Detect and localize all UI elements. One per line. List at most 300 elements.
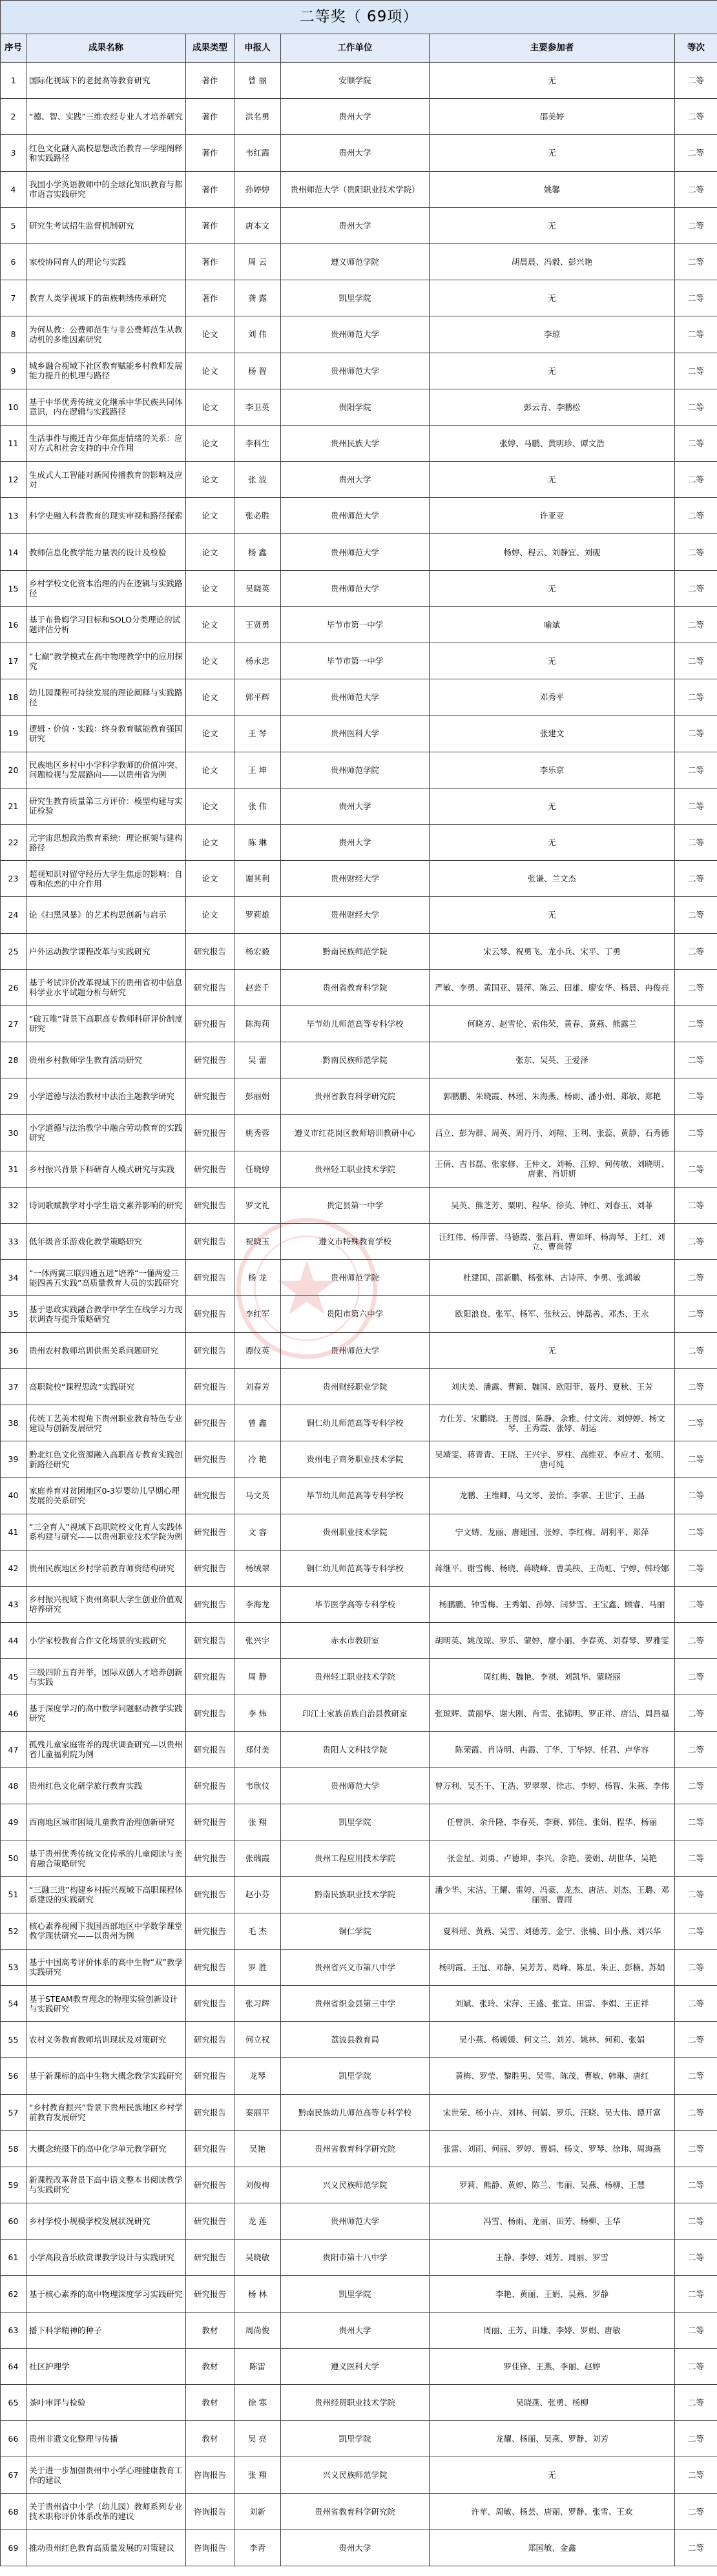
- cell-no: 67: [1, 2457, 26, 2493]
- cell-applicant: 李红军: [234, 1296, 281, 1332]
- table-row: [1, 99, 717, 135]
- cell-applicant: 郑付美: [234, 1731, 281, 1767]
- table-row: [1, 570, 717, 606]
- cell-no: 5: [1, 207, 26, 243]
- cell-no: 53: [1, 1949, 26, 1985]
- cell-unit: 赤水市教研室: [281, 1623, 430, 1659]
- cell-applicant: 王 琴: [234, 716, 281, 752]
- cell-unit: 凯里学院: [281, 2058, 430, 2094]
- cell-type: 研究报告: [186, 2203, 234, 2240]
- cell-unit: 毕节市第一中学: [281, 643, 430, 679]
- cell-no: 15: [1, 570, 26, 606]
- cell-unit: 贵州师范大学: [281, 498, 430, 534]
- cell-unit: 贵州大学: [281, 135, 430, 171]
- table-row: [1, 316, 717, 353]
- cell-name: 乡村学校文化资本治理的内在逻辑与实践路径: [26, 570, 186, 606]
- cell-no: 49: [1, 1804, 26, 1840]
- cell-type: 论文: [186, 316, 234, 353]
- cell-unit: 贵州大学: [281, 2312, 430, 2348]
- cell-applicant: 李科生: [234, 425, 281, 461]
- cell-participants: 杨婷、程云、刘静宜、刘砚: [430, 534, 675, 570]
- cell-participants: 王倩、吉书磊、张家修、王仲文、刘畅、江婷、何传敏、刘晓明、唐素、肖妍妍: [430, 1151, 675, 1187]
- cell-grade: 二等: [675, 1042, 717, 1078]
- table-row: [1, 1913, 717, 1949]
- cell-no: 8: [1, 316, 26, 353]
- cell-no: 65: [1, 2385, 26, 2421]
- cell-applicant: 秦丽平: [234, 2094, 281, 2130]
- cell-type: 研究报告: [186, 969, 234, 1005]
- cell-name: 基于新课标的高中生物大概念教学实践研究: [26, 2058, 186, 2094]
- cell-name: 基于思政实践融合教学中学生在线学习力现状调查与提升策略研究: [26, 1296, 186, 1332]
- cell-grade: 二等: [675, 1332, 717, 1368]
- cell-grade: 二等: [675, 643, 717, 679]
- cell-name: 国际化视域下的老挝高等教育研究: [26, 63, 186, 99]
- cell-applicant: 杨宏毅: [234, 933, 281, 969]
- table-row: [1, 2493, 717, 2530]
- cell-grade: 二等: [675, 243, 717, 280]
- cell-no: 18: [1, 679, 26, 716]
- cell-grade: 二等: [675, 63, 717, 99]
- cell-grade: 二等: [675, 1949, 717, 1985]
- cell-applicant: 刘俊梅: [234, 2167, 281, 2203]
- cell-no: 26: [1, 969, 26, 1005]
- cell-applicant: 赵小芬: [234, 1877, 281, 1913]
- cell-unit: 凯里学院: [281, 2421, 430, 2457]
- cell-type: 论文: [186, 824, 234, 860]
- cell-applicant: 徐 寒: [234, 2385, 281, 2421]
- cell-type: 论文: [186, 679, 234, 716]
- cell-no: 63: [1, 2312, 26, 2348]
- cell-type: 研究报告: [186, 1078, 234, 1115]
- table-row: [1, 1767, 717, 1804]
- cell-participants: 李琼: [430, 316, 675, 353]
- table-row: [1, 1115, 717, 1151]
- cell-participants: 张建文: [430, 716, 675, 752]
- cell-applicant: 郭平辉: [234, 679, 281, 716]
- cell-type: 研究报告: [186, 1877, 234, 1913]
- cell-type: 研究报告: [186, 1985, 234, 2021]
- cell-no: 13: [1, 498, 26, 534]
- cell-name: 逻辑・价值・实践：终身教育赋能教育强国研究: [26, 716, 186, 752]
- cell-applicant: 李青: [234, 2530, 281, 2566]
- cell-participants: 李乐京: [430, 752, 675, 788]
- cell-name: 城乡融合视域下社区教育赋能乡村教师发展能力提升的机理与路径: [26, 353, 186, 389]
- cell-name: 低年级音乐游戏化教学策略研究: [26, 1224, 186, 1260]
- cell-applicant: 唐本文: [234, 207, 281, 243]
- cell-name: 乡村学校小规模学校发展状况研究: [26, 2203, 186, 2240]
- cell-no: 19: [1, 716, 26, 752]
- cell-name: 超视知识对留守经历大学生焦虑的影响：自尊和依恋的中介作用: [26, 861, 186, 897]
- cell-type: 论文: [186, 498, 234, 534]
- cell-participants: 杨明霞、王冠、邓静、吴芳芳、葛峰、陈星、朱正、彭楠、苏娟: [430, 1949, 675, 1985]
- cell-name: 贵州红色文化研学旅行教育实践: [26, 1767, 186, 1804]
- cell-participants: 杜建国、邵新鹏、杨张林、古诗萍、李勇、张鸿敏: [430, 1260, 675, 1296]
- cell-grade: 二等: [675, 2167, 717, 2203]
- cell-applicant: 龚 露: [234, 280, 281, 316]
- cell-unit: 黔南民族师范学院: [281, 933, 430, 969]
- table-row: [1, 2348, 717, 2384]
- cell-name: 幼儿园课程可持续发展的理论阐释与实践路径: [26, 679, 186, 716]
- cell-unit: 贵州财经大学: [281, 861, 430, 897]
- cell-unit: 贵州师范大学: [281, 316, 430, 353]
- cell-participants: 无: [430, 570, 675, 606]
- cell-grade: 二等: [675, 1913, 717, 1949]
- cell-unit: 贵州大学: [281, 788, 430, 824]
- cell-grade: 二等: [675, 1005, 717, 1042]
- cell-type: 研究报告: [186, 1405, 234, 1441]
- cell-name: 基于中华优秀传统文化继承中华民族共同体意识，内在逻辑与实践路径: [26, 389, 186, 425]
- cell-participants: 无: [430, 135, 675, 171]
- table-row: [1, 1405, 717, 1441]
- cell-type: 研究报告: [186, 1659, 234, 1695]
- cell-unit: 贵州师范大学: [281, 1767, 430, 1804]
- cell-applicant: 曾 丽: [234, 63, 281, 99]
- cell-name: 茶叶审评与检验: [26, 2385, 186, 2421]
- cell-no: 37: [1, 1368, 26, 1405]
- cell-name: 大概念统摄下的高中化学单元教学研究: [26, 2130, 186, 2167]
- table-row: [1, 1586, 717, 1622]
- cell-grade: 二等: [675, 2530, 717, 2566]
- table-row: [1, 2457, 717, 2493]
- cell-applicant: 杨 智: [234, 353, 281, 389]
- cell-applicant: 李 炜: [234, 1695, 281, 1731]
- cell-type: 研究报告: [186, 1804, 234, 1840]
- table-row: [1, 861, 717, 897]
- cell-no: 66: [1, 2421, 26, 2457]
- cell-grade: 二等: [675, 1151, 717, 1187]
- cell-grade: 二等: [675, 1260, 717, 1296]
- cell-applicant: 罗 胜: [234, 1949, 281, 1985]
- cell-grade: 二等: [675, 2022, 717, 2058]
- cell-name: 关于进一步加强贵州中小学心理健康教育工作的建议: [26, 2457, 186, 2493]
- cell-type: 研究报告: [186, 1623, 234, 1659]
- cell-unit: 贵州轻工职业技术学院: [281, 1659, 430, 1695]
- table-row: [1, 1840, 717, 1877]
- cell-no: 12: [1, 462, 26, 498]
- cell-no: 27: [1, 1005, 26, 1042]
- cell-no: 47: [1, 1731, 26, 1767]
- cell-name: 我国小学英语教师中的全球化知识教育与都市语言实践研究: [26, 171, 186, 207]
- cell-applicant: 杨绒翠: [234, 1550, 281, 1586]
- cell-no: 51: [1, 1877, 26, 1913]
- cell-name: 西南地区城市困境儿童教育治理创新研究: [26, 1804, 186, 1840]
- cell-grade: 二等: [675, 824, 717, 860]
- cell-name: 基于贵州优秀传统文化传承的儿童阅读与美育融合策略研究: [26, 1840, 186, 1877]
- cell-participants: 胡明英、姚茂琼、罗乐、蒙婷、廖小丽、李春英、刘春琴、罗雅雯: [430, 1623, 675, 1659]
- cell-unit: 毕节幼儿师范高等专科学校: [281, 1005, 430, 1042]
- cell-unit: 贵州大学: [281, 462, 430, 498]
- cell-participants: 张婷、马鹏、黄明珍、谭文浩: [430, 425, 675, 461]
- cell-applicant: 文 容: [234, 1514, 281, 1550]
- cell-grade: 二等: [675, 716, 717, 752]
- cell-unit: 遵义医科大学: [281, 2348, 430, 2384]
- table-row: [1, 2385, 717, 2421]
- cell-unit: 贵州省教育科学研究院: [281, 1078, 430, 1115]
- table-row: [1, 969, 717, 1005]
- cell-type: 研究报告: [186, 1695, 234, 1731]
- cell-applicant: 张 翔: [234, 2457, 281, 2493]
- cell-no: 38: [1, 1405, 26, 1441]
- cell-type: 论文: [186, 534, 234, 570]
- cell-applicant: 周 云: [234, 243, 281, 280]
- cell-unit: 贵州大学: [281, 824, 430, 860]
- table-row: [1, 1224, 717, 1260]
- cell-type: 研究报告: [186, 2276, 234, 2312]
- cell-unit: 贵州师范大学: [281, 679, 430, 716]
- table-row: [1, 1985, 717, 2021]
- cell-no: 20: [1, 752, 26, 788]
- cell-applicant: 冷 艳: [234, 1441, 281, 1478]
- cell-applicant: 张必胜: [234, 498, 281, 534]
- cell-participants: 蒋继平、谢雪梅、杨晓、蒋晓峰、曹美秧、王尚虹、宁婷、韩玲娜: [430, 1550, 675, 1586]
- table-row: [1, 63, 717, 99]
- cell-grade: 二等: [675, 1514, 717, 1550]
- cell-no: 43: [1, 1586, 26, 1622]
- cell-applicant: 杨 龙: [234, 1260, 281, 1296]
- cell-no: 41: [1, 1514, 26, 1550]
- cell-participants: 吴英、熊芝芳、粟明、程华、徐英、钟红、刘春玉、刘菲: [430, 1187, 675, 1223]
- cell-type: 论文: [186, 606, 234, 643]
- table-row: [1, 1441, 717, 1478]
- cell-type: 论文: [186, 425, 234, 461]
- cell-applicant: 周 静: [234, 1659, 281, 1695]
- cell-type: 著作: [186, 280, 234, 316]
- cell-participants: 许亚亚: [430, 498, 675, 534]
- cell-unit: 贵州职业技术学院: [281, 1514, 430, 1550]
- table-row: [1, 1659, 717, 1695]
- table-row: [1, 2203, 717, 2240]
- cell-participants: 罗莉、熊静、黄婷、陈兰、韦丽、吴燕、杨柳、王慧: [430, 2167, 675, 2203]
- cell-applicant: 罗莉雄: [234, 897, 281, 933]
- cell-type: 研究报告: [186, 1913, 234, 1949]
- cell-no: 10: [1, 389, 26, 425]
- cell-unit: 贵州大学: [281, 99, 430, 135]
- cell-participants: 任曾洪、余升隆、李春英、李赛、郭佳、张娟、程华、杨丽: [430, 1804, 675, 1840]
- cell-applicant: 张 波: [234, 462, 281, 498]
- cell-unit: 遵义市红花岗区教师培训教研中心: [281, 1115, 430, 1151]
- cell-no: 7: [1, 280, 26, 316]
- cell-type: 教材: [186, 2421, 234, 2457]
- cell-participants: 郑国敏、金鑫: [430, 2530, 675, 2566]
- cell-name: 贵州乡村教师学生教育活动研究: [26, 1042, 186, 1078]
- cell-applicant: 李海龙: [234, 1586, 281, 1622]
- cell-name: 元宇宙思想政治教育系统：理论框架与建构路径: [26, 824, 186, 860]
- cell-name: 红色文化融入高校思想政治教育—学理阐释和实践路径: [26, 135, 186, 171]
- cell-name: 科学史融入科普教育的现实审视和路径探索: [26, 498, 186, 534]
- cell-applicant: 罗文礼: [234, 1187, 281, 1223]
- cell-applicant: 张 伟: [234, 788, 281, 824]
- cell-grade: 二等: [675, 389, 717, 425]
- cell-participants: 张谦、兰文杰: [430, 861, 675, 897]
- cell-applicant: 吴 亮: [234, 2421, 281, 2457]
- cell-grade: 二等: [675, 1731, 717, 1767]
- cell-no: 14: [1, 534, 26, 570]
- table-row: [1, 2312, 717, 2348]
- cell-participants: 方仕芳、宋鹏晓、王善园、陈静、余雅、付文涛、刘婷婷、杨文琴、王秀霞、张婷、胡运: [430, 1405, 675, 1441]
- cell-unit: 贵阳学院: [281, 389, 430, 425]
- cell-type: 研究报告: [186, 933, 234, 969]
- cell-unit: 贵州大学: [281, 207, 430, 243]
- cell-applicant: 洪名勇: [234, 99, 281, 135]
- cell-grade: 二等: [675, 2094, 717, 2130]
- cell-participants: 欧阳浪良、张军、杨军、张秋云、钟磊善、邓杰、王永: [430, 1296, 675, 1332]
- cell-participants: 张琼辉、黄丽华、谢大刚、肖雪、张锦明、罗正祥、唐洁、周昌福: [430, 1695, 675, 1731]
- cell-unit: 贵州大学: [281, 2530, 430, 2566]
- cell-applicant: 王 坤: [234, 752, 281, 788]
- cell-participants: 何晓芳、赵雪伦、索伟荣、黄春、黄燕、熊露兰: [430, 1005, 675, 1042]
- cell-no: 21: [1, 788, 26, 824]
- table-row: [1, 2240, 717, 2276]
- cell-participants: 龙耀、杨丽、吴燕、罗静、刘芳: [430, 2421, 675, 2457]
- cell-grade: 二等: [675, 1804, 717, 1840]
- table-row: [1, 1478, 717, 1514]
- cell-no: 40: [1, 1478, 26, 1514]
- cell-no: 22: [1, 824, 26, 860]
- page-title: 二等奖（ 69项）: [1, 1, 717, 34]
- cell-name: 孤残儿童家庭寄养的现状调查研究—以贵州省儿童福利院为例: [26, 1731, 186, 1767]
- cell-grade: 二等: [675, 534, 717, 570]
- cell-no: 31: [1, 1151, 26, 1187]
- cell-participants: 宋世荣、杨小卉、刘林、何娟、罗乐、汪晓、吴大伟、谭开富: [430, 2094, 675, 2130]
- cell-no: 50: [1, 1840, 26, 1877]
- cell-grade: 二等: [675, 353, 717, 389]
- table-row: [1, 1804, 717, 1840]
- cell-grade: 二等: [675, 2203, 717, 2240]
- cell-name: 诗词歌赋教学对小学生语文素养影响的研究: [26, 1187, 186, 1223]
- cell-participants: 无: [430, 788, 675, 824]
- cell-name: 小学道德与法治教学中融合劳动教育的实践研究: [26, 1115, 186, 1151]
- cell-type: 研究报告: [186, 1115, 234, 1151]
- cell-participants: 宁文婧、龙丽、唐建国、张婷、李红梅、胡利平、郑萍: [430, 1514, 675, 1550]
- cell-applicant: 周尚俊: [234, 2312, 281, 2348]
- table-row: [1, 1877, 717, 1913]
- table-row: [1, 1623, 717, 1659]
- cell-participants: 无: [430, 353, 675, 389]
- cell-participants: 彭云青、李鹏松: [430, 389, 675, 425]
- table-row: [1, 1332, 717, 1368]
- cell-applicant: 吴晓敏: [234, 2240, 281, 2276]
- cell-participants: 吴晓燕、张勇、杨柳: [430, 2385, 675, 2421]
- cell-name: 基于核心素养的高中物理深度学习实践研究: [26, 2276, 186, 2312]
- cell-applicant: 龙琴: [234, 2058, 281, 2094]
- cell-grade: 二等: [675, 1623, 717, 1659]
- cell-type: 研究报告: [186, 2130, 234, 2167]
- cell-applicant: 杨永忠: [234, 643, 281, 679]
- cell-unit: 贵州师范大学: [281, 570, 430, 606]
- table-row: [1, 1151, 717, 1187]
- table-row: [1, 788, 717, 824]
- cell-name: 研究生教育质量第三方评价：模型构建与实证检验: [26, 788, 186, 824]
- cell-participants: 张东、吴英、王爱泽: [430, 1042, 675, 1078]
- cell-participants: 罗佳锋、王燕、李丽、赵婷: [430, 2348, 675, 2384]
- cell-unit: 黔南民族幼儿师范高等专科学校: [281, 2094, 430, 2130]
- cell-grade: 二等: [675, 316, 717, 353]
- cell-participants: 张金星、刘勇、卢德坤、李兴、余艳、姜娟、胡世华、吴艳: [430, 1840, 675, 1877]
- table-row: [1, 534, 717, 570]
- cell-participants: 汪红伟、杨萍蕾、马德霞、张昌莉、曹如坪、杨海琴、王红、刘立、曹尚蓉: [430, 1224, 675, 1260]
- cell-name: 小学家校教育合作文化场景的实践研究: [26, 1623, 186, 1659]
- cell-participants: 无: [430, 824, 675, 860]
- cell-name: 传统工艺美术视角下贵州职业教育特色专业建设与创新发展研究: [26, 1405, 186, 1441]
- table-row: [1, 2130, 717, 2167]
- cell-applicant: 韦红霞: [234, 135, 281, 171]
- table-row: [1, 280, 717, 316]
- cell-name: 基于布鲁姆学习目标和SOLO分类理论的试题评估分析: [26, 606, 186, 643]
- cell-unit: 荔波县教育局: [281, 2022, 430, 2058]
- cell-grade: 二等: [675, 1115, 717, 1151]
- cell-type: 研究报告: [186, 1224, 234, 1260]
- cell-grade: 二等: [675, 933, 717, 969]
- cell-unit: 安顺学院: [281, 63, 430, 99]
- cell-name: 高职院校“课程思政”实践研究: [26, 1368, 186, 1405]
- table-row: [1, 606, 717, 643]
- cell-unit: 铜仁幼儿师范高等专科学校: [281, 1550, 430, 1586]
- cell-grade: 二等: [675, 1877, 717, 1913]
- column-header-grade: 等次: [675, 34, 717, 63]
- cell-type: 研究报告: [186, 1042, 234, 1078]
- cell-applicant: 张 翔: [234, 1804, 281, 1840]
- cell-applicant: 陈海莉: [234, 1005, 281, 1042]
- cell-name: 基于考试评价改革视域下的贵州省初中信息科学业水平试题分析与研究: [26, 969, 186, 1005]
- cell-participants: 吴靖雯、蒋青青、王晓、王兴宇、罗柱、高维亚、李应才、张明、唐可纯: [430, 1441, 675, 1478]
- cell-type: 著作: [186, 135, 234, 171]
- cell-no: 64: [1, 2348, 26, 2384]
- cell-name: 农村义务教育教师培训现状及对策研究: [26, 2022, 186, 2058]
- table-row: [1, 171, 717, 207]
- cell-type: 论文: [186, 752, 234, 788]
- cell-applicant: 陈 琳: [234, 824, 281, 860]
- cell-type: 论文: [186, 861, 234, 897]
- cell-type: 著作: [186, 63, 234, 99]
- table-row: [1, 824, 717, 860]
- table-row: [1, 752, 717, 788]
- cell-unit: 贵州省教育科学研究院: [281, 2493, 430, 2530]
- cell-no: 35: [1, 1296, 26, 1332]
- cell-applicant: 毛 杰: [234, 1913, 281, 1949]
- cell-participants: 姚馨: [430, 171, 675, 207]
- table-row: [1, 425, 717, 461]
- cell-type: 研究报告: [186, 2167, 234, 2203]
- cell-grade: 二等: [675, 2130, 717, 2167]
- column-header-applicant: 申报人: [234, 34, 281, 63]
- cell-participants: 无: [430, 207, 675, 243]
- cell-applicant: 张兴宇: [234, 1623, 281, 1659]
- table-row: [1, 2276, 717, 2312]
- cell-type: 研究报告: [186, 1441, 234, 1478]
- cell-unit: 贵州民族大学: [281, 425, 430, 461]
- cell-type: 论文: [186, 788, 234, 824]
- cell-grade: 二等: [675, 171, 717, 207]
- cell-no: 44: [1, 1623, 26, 1659]
- table-row: [1, 1550, 717, 1586]
- cell-unit: 贵州师范大学: [281, 534, 430, 570]
- cell-name: “一体两翼三联四通五进”培养“一懂两爱三能四善五实践”高质量教育人员的实践研究: [26, 1260, 186, 1296]
- cell-grade: 二等: [675, 2457, 717, 2493]
- cell-unit: 贵阳人文科技学院: [281, 1731, 430, 1767]
- cell-grade: 二等: [675, 1441, 717, 1478]
- table-row: [1, 135, 717, 171]
- table-row: [1, 933, 717, 969]
- cell-participants: 刘庆美、潘露、曹颖、魏国、欧阳菲、聂丹、夏秋、王芳: [430, 1368, 675, 1405]
- cell-unit: 贵州财经职业学院: [281, 1368, 430, 1405]
- cell-grade: 二等: [675, 99, 717, 135]
- cell-name: 户外运动教学课程改革与实践研究: [26, 933, 186, 969]
- cell-grade: 二等: [675, 1405, 717, 1441]
- cell-participants: 无: [430, 897, 675, 933]
- cell-grade: 二等: [675, 2312, 717, 2348]
- cell-participants: 冯雪、杨雨、龙丽、田芳、杨柳、王华: [430, 2203, 675, 2240]
- cell-no: 61: [1, 2240, 26, 2276]
